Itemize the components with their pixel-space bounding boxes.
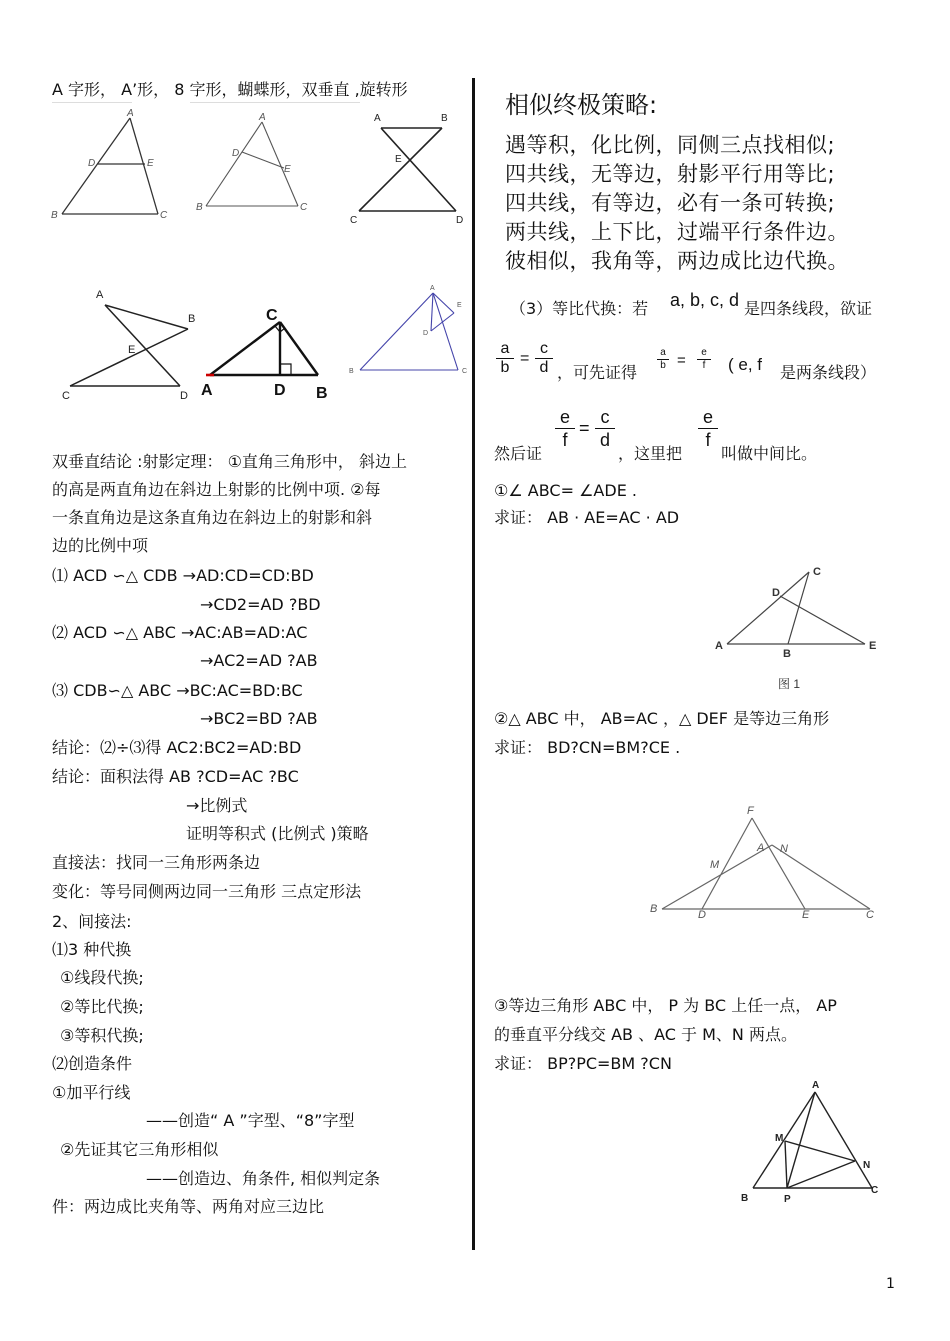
problem3-figure (735, 1075, 885, 1210)
problem1-figure (710, 560, 890, 695)
fig2-label-b: B (196, 202, 203, 213)
figure-a-prime-shape (196, 112, 316, 217)
left-top-caption: A 字形， A’形， 8 字形，蝴蝶形，双垂直 ,旋转形 (52, 80, 408, 99)
strategy-line: 两共线，上下比，过端平行条件边。 (505, 220, 849, 244)
p3-label-b: B (741, 1193, 749, 1204)
figure-a-shape (50, 108, 180, 223)
fig2-label-e: E (284, 164, 291, 175)
text-line: ①加平行线 (52, 1083, 131, 1102)
figure-double-perpendicular (196, 302, 346, 407)
fig1-label-b: B (51, 210, 58, 221)
p2-label-n: N (780, 843, 788, 855)
text-line: ⑶ CDB∽△ ABC →BC:AC=BD:BC (52, 681, 303, 700)
frac-num: e (555, 406, 575, 429)
p2-label-a: A (757, 842, 765, 854)
text-line: →CD2=AD ?BD (200, 595, 321, 614)
text-line: ⑴ ACD ∽△ CDB →AD:CD=CD:BD (52, 566, 314, 585)
p2-prove: 求证： BD?CN=BM?CE . (494, 738, 681, 757)
fraction-a-b-small (657, 347, 669, 372)
frac-num: a (657, 347, 669, 360)
frac-den: f (705, 430, 711, 450)
text-line: ②等比代换; (60, 997, 144, 1016)
fraction-c-d-large (595, 406, 615, 451)
p2-label-b: B (650, 903, 658, 915)
strategy-line: 遇等积，化比例，同侧三点找相似; (505, 133, 836, 157)
fig3-label-a: A (374, 113, 381, 124)
fig6-label-d: D (423, 330, 429, 337)
p3-given-line2: 的垂直平分线交 AB 、AC 于 M、N 两点。 (494, 1025, 797, 1044)
text-line: 双垂直结论 :射影定理： ①直角三角形中， 斜边上 (52, 452, 407, 471)
fig1-label-d: D (88, 158, 96, 169)
fig5-label-d: D (274, 382, 286, 399)
fig4-label-d: D (180, 390, 188, 402)
problem2-figure (648, 800, 888, 925)
s3-mid-text: ，可先证得 (557, 363, 638, 382)
fig5-label-c: C (266, 307, 278, 324)
fig4-label-a: A (96, 289, 104, 301)
fig6-label-a: A (430, 285, 435, 292)
page-number: 1 (886, 1276, 895, 1292)
p1-given: ①∠ ABC= ∠ADE . (494, 481, 637, 500)
p2-label-m: M (710, 859, 720, 871)
p1-figure-caption: 图 1 (778, 677, 801, 691)
text-line: →比例式 (186, 796, 248, 815)
fig6-label-e: E (457, 302, 462, 309)
text-line: 结论：⑵÷⑶得 AC2:BC2=AD:BD (52, 738, 302, 757)
p1-label-a: A (715, 640, 723, 652)
s3-here: ，这里把 (618, 444, 683, 463)
caption-underline (52, 102, 132, 103)
equals-sign: = (520, 350, 530, 367)
p2-label-c: C (866, 909, 874, 921)
fraction-e-f (555, 406, 575, 451)
fig2-label-d: D (232, 148, 240, 159)
frac-den: f (562, 430, 568, 450)
frac-num: a (496, 340, 514, 359)
frac-den: d (599, 430, 610, 450)
text-line: ⑵ ACD ∽△ ABC →AC:AB=AD:AC (52, 623, 308, 642)
s3-vars: a, b, c, d (670, 290, 740, 310)
p1-label-e: E (869, 640, 877, 652)
fig5-label-b: B (316, 385, 328, 402)
p3-label-p: P (784, 1194, 791, 1205)
text-line: ②先证其它三角形相似 (60, 1140, 219, 1159)
text-line: 结论：面积法得 AB ?CD=AC ?BC (52, 767, 299, 786)
text-line: ⑵创造条件 (52, 1054, 133, 1073)
frac-num: c (595, 406, 615, 429)
fraction-c-d (535, 340, 553, 377)
strategy-line: 四共线，有等边，必有一条可转换; (505, 191, 836, 215)
text-line: ⑴3 种代换 (52, 940, 132, 959)
fig3-label-e: E (395, 154, 402, 165)
p3-given-line1: ③等边三角形 ABC 中， P 为 BC 上任一点， AP (494, 996, 837, 1015)
s3-then: 然后证 (494, 444, 543, 463)
p2-label-f: F (747, 805, 754, 817)
ef-vars: ( e, f (728, 355, 763, 374)
frac-den: b (660, 360, 666, 371)
fig3-label-d: D (456, 215, 464, 226)
figure-eight-shape (345, 110, 470, 228)
text-line: 证明等积式 (比例式 )策略 (186, 824, 369, 843)
p2-label-e: E (802, 909, 810, 921)
fig4-label-c: C (62, 390, 70, 402)
text-line: ——创造边、角条件, 相似判定条 (146, 1169, 381, 1188)
p2-given: ②△ ABC 中， AB=AC ，△ DEF 是等边三角形 (494, 709, 830, 728)
fig2-label-a: A (259, 112, 266, 123)
p1-label-c: C (813, 566, 821, 578)
fig3-label-c: C (350, 215, 358, 226)
fig4-label-e: E (128, 344, 136, 356)
equals-sign: = (677, 352, 686, 369)
frac-num: e (698, 406, 718, 429)
fig1-label-c: C (160, 210, 168, 221)
fig1-label-e: E (147, 158, 154, 169)
fig3-label-b: B (441, 113, 448, 124)
strategy-line: 彼相似，我角等，两边成比边代换。 (505, 249, 849, 273)
strategy-title: 相似终极策略: (505, 91, 658, 119)
p1-label-b: B (783, 648, 791, 660)
text-line: 件：两边成比夹角等、两角对应三边比 (52, 1197, 325, 1216)
fig5-label-a: A (201, 382, 213, 399)
p1-label-d: D (772, 587, 780, 599)
s3-prefix: （3）等比代换：若 (510, 299, 649, 318)
text-line: 的高是两直角边在斜边上射影的比例中项. ②每 (52, 480, 381, 499)
column-divider (472, 78, 475, 1250)
p1-prove: 求证： AB · AE=AC · AD (494, 508, 680, 527)
s3-suffix: 是四条线段，欲证 (744, 299, 873, 318)
text-line: ——创造“ A ”字型、“8”字型 (146, 1111, 355, 1130)
frac-den: b (500, 359, 510, 376)
p2-label-d: D (698, 909, 706, 921)
ef-suffix: 是两条线段） (780, 363, 877, 382)
p3-label-m: M (775, 1133, 784, 1144)
figure-rotation-shape (345, 283, 475, 383)
frac-num: c (535, 340, 553, 359)
frac-num: e (697, 347, 711, 360)
text-line: 直接法：找同一三角形两条边 (52, 853, 261, 872)
p3-prove: 求证： BP?PC=BM ?CN (494, 1054, 672, 1073)
text-line: ①线段代换; (60, 968, 144, 987)
p3-label-c: C (871, 1185, 879, 1196)
text-line: 边的比例中项 (52, 536, 149, 555)
fig6-label-b: B (349, 368, 354, 375)
fraction-e-f-small (697, 347, 711, 372)
equals-sign: = (579, 418, 590, 438)
fraction-e-f-middle (698, 406, 718, 451)
p3-label-a: A (812, 1080, 820, 1091)
fig2-label-c: C (300, 202, 308, 213)
fraction-a-b (496, 340, 514, 377)
strategy-line: 四共线，无等边，射影平行用等比; (505, 162, 836, 186)
p3-label-n: N (863, 1160, 871, 1171)
fig1-label-a: A (127, 108, 134, 119)
text-line: 变化：等号同侧两边同一三角形 三点定形法 (52, 882, 362, 901)
text-line: →AC2=AD ?AB (200, 651, 318, 670)
text-line: ③等积代换; (60, 1026, 144, 1045)
text-line: →BC2=BD ?AB (200, 709, 318, 728)
figure-butterfly-shape (58, 285, 208, 407)
fig6-label-c: C (462, 368, 468, 375)
text-line: 2、间接法: (52, 912, 132, 931)
caption-underline (190, 102, 360, 103)
s3-call: 叫做中间比。 (721, 444, 818, 463)
text-line: 一条直角边是这条直角边在斜边上的射影和斜 (52, 508, 373, 527)
frac-den: d (539, 359, 549, 376)
frac-den: f (702, 360, 706, 371)
fig4-label-b: B (188, 313, 196, 325)
